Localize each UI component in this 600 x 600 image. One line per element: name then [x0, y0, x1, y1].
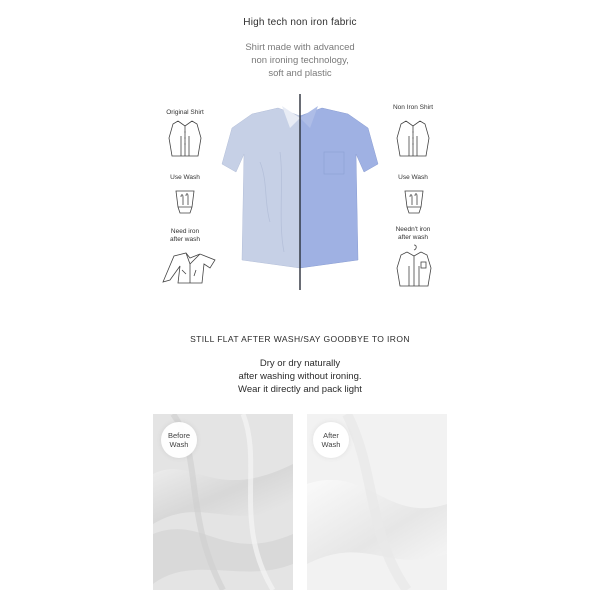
left-label-line: Need iron [170, 228, 200, 235]
before-wash-badge [161, 422, 197, 458]
shirt-comparison-image [220, 92, 380, 292]
badge-line: Wash [169, 440, 189, 449]
section-description [0, 357, 600, 396]
after-wash-panel [307, 414, 447, 590]
section-description-line: Wear it directly and pack light [238, 384, 362, 395]
right-label-line: Non Iron Shirt [392, 104, 434, 111]
header-description-line: Shirt made with advanced [245, 42, 355, 53]
left-label-line: after wash [170, 236, 200, 243]
header-description [0, 41, 600, 80]
right-label-line: after wash [398, 234, 428, 241]
shirt-icon [167, 118, 203, 160]
right-label-line: Needn't iron [395, 226, 431, 233]
left-label-line: Use Wash [170, 174, 200, 181]
right-label-line: Use Wash [398, 174, 428, 181]
badge-line: After [323, 431, 339, 440]
section-title: STILL FLAT AFTER WASH/SAY GOODBYE TO IRON [190, 334, 410, 344]
badge-line: Wash [321, 440, 341, 449]
section-description-line: after washing without ironing. [238, 371, 362, 382]
wash-hands-icon [401, 185, 427, 215]
wrinkled-shirt-icon [160, 250, 218, 286]
left-label-need-iron [150, 228, 220, 244]
hanging-shirt-icon [394, 244, 434, 288]
right-label-needn-t-iron [378, 226, 448, 242]
right-label-use-wash [378, 174, 448, 182]
left-label-line: Original Shirt [166, 109, 204, 116]
right-label-non-iron-shirt [378, 104, 448, 112]
before-wash-panel [153, 414, 293, 590]
page-title: High tech non iron fabric [243, 17, 357, 28]
shirt-icon [395, 118, 431, 160]
after-wash-badge [313, 422, 349, 458]
header-description-line: non ironing technology, [251, 55, 349, 66]
left-label-original-shirt [150, 109, 220, 117]
wash-hands-icon [172, 185, 198, 215]
left-label-use-wash [150, 174, 220, 182]
header-description-line: soft and plastic [268, 68, 332, 79]
section-description-line: Dry or dry naturally [259, 358, 341, 369]
badge-line: Before [167, 431, 191, 440]
